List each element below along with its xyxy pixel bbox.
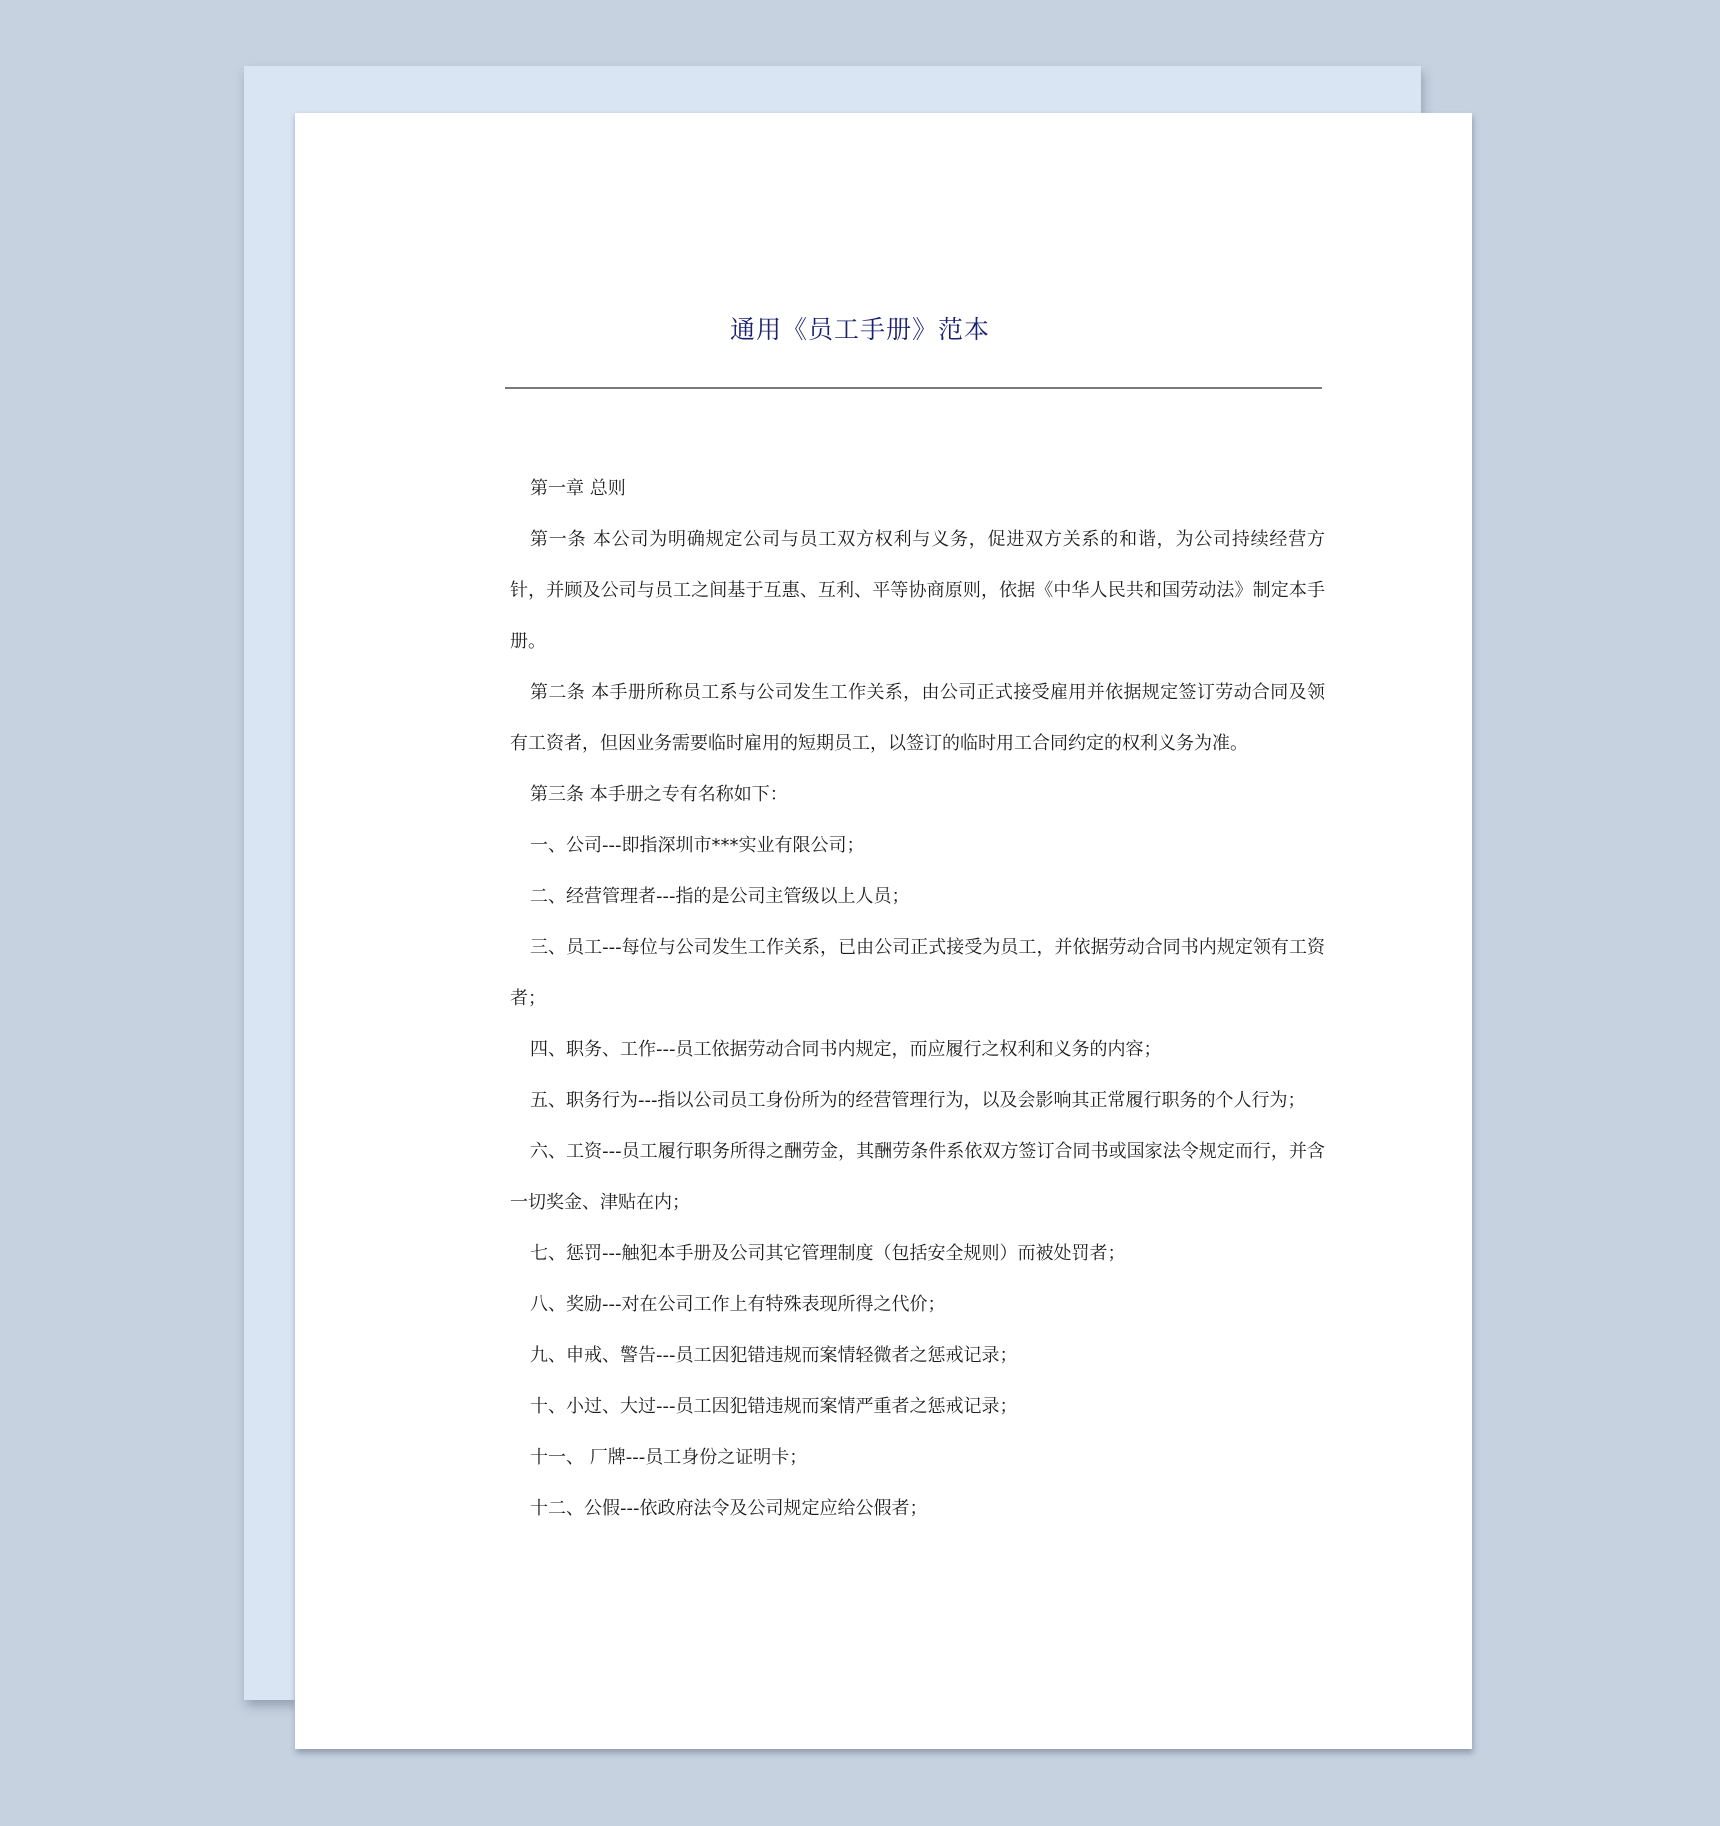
definition-item: 十一、 厂牌---员工身份之证明卡； xyxy=(530,1447,808,1468)
definition-item: 四、职务、工作---员工依据劳动合同书内规定，而应履行之权利和义务的内容； xyxy=(530,1039,1162,1060)
definition-item: 五、职务行为---指以公司员工身份所为的经营管理行为，以及会影响其正常履行职务的个人行为； xyxy=(530,1090,1306,1111)
definition-item: 三、员工---每位与公司发生工作关系，已由公司正式接受为员工，并依据劳动合同书内规定领有工资者； xyxy=(510,937,1325,1009)
definition-item: 十、小过、大过---员工因犯错违规而案情严重者之惩戒记录； xyxy=(530,1396,1018,1417)
chapter-heading: 第一章 总则 xyxy=(530,478,626,499)
definition-item: 一、公司---即指深圳市***实业有限公司； xyxy=(530,835,865,856)
definition-item: 七、惩罚---触犯本手册及公司其它管理制度（包括安全规则）而被处罚者； xyxy=(530,1243,1126,1264)
document-title: 通用《员工手册》范本 xyxy=(729,315,990,344)
document-body xyxy=(510,463,1325,1534)
definition-item: 九、申戒、警告---员工因犯错违规而案情轻微者之惩戒记录； xyxy=(530,1345,1018,1366)
definition-item: 二、经营管理者---指的是公司主管级以上人员； xyxy=(530,886,910,907)
article-1: 第一条 本公司为明确规定公司与员工双方权利与义务，促进双方关系的和谐，为公司持续经营方针，并顾及公司与员工之间基于互惠、互利、平等协商原则，依据《中华人民共和国劳动法》制定本手册。 xyxy=(510,529,1325,652)
article-3: 第三条 本手册之专有名称如下： xyxy=(530,784,788,805)
title-divider xyxy=(505,387,1322,389)
definition-item: 八、奖励---对在公司工作上有特殊表现所得之代价； xyxy=(530,1294,946,1315)
definition-item: 六、工资---员工履行职务所得之酬劳金，其酬劳条件系依双方签订合同书或国家法令规定而行，并含一切奖金、津贴在内； xyxy=(510,1141,1325,1213)
definition-item: 十二、公假---依政府法令及公司规定应给公假者； xyxy=(530,1498,928,1519)
article-2: 第二条 本手册所称员工系与公司发生工作关系，由公司正式接受雇用并依据规定签订劳动合同及领有工资者，但因业务需要临时雇用的短期员工，以签订的临时用工合同约定的权利义务为准。 xyxy=(510,682,1325,754)
